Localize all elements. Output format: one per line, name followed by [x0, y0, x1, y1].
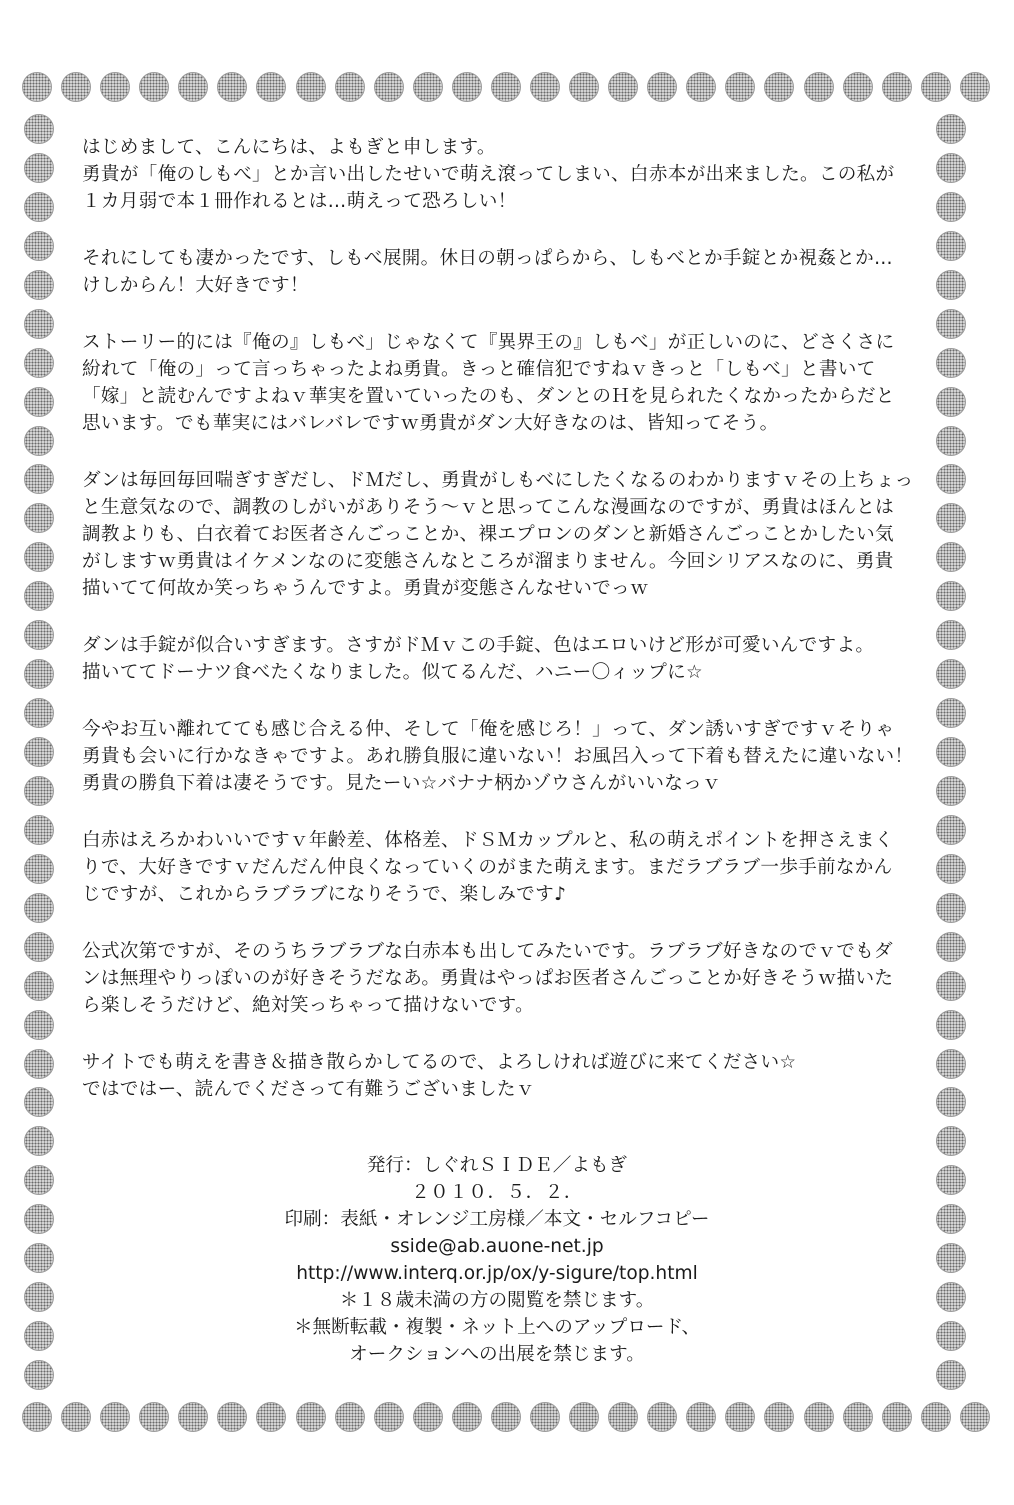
text-line: 描いてて何故か笑っちゃうんですよ。勇貴が変態さんなせいでっｗ: [82, 578, 649, 599]
colophon-copy-notice-2: オークションへの出展を禁じます。: [349, 1344, 645, 1365]
text-line: 勇貴の勝負下着は凄そうです。見たーい☆バナナ柄かゾウさんがいいなっｖ: [82, 773, 721, 794]
border-dot: [24, 1049, 54, 1079]
border-dot: [686, 1402, 716, 1432]
text-line: 公式次第ですが、そのうちラブラブな白赤本も出してみたいです。ラブラブ好きなのでｖでもダ: [82, 941, 893, 962]
border-dot: [936, 1282, 966, 1312]
paragraph-9: [82, 1049, 912, 1103]
border-dot: [764, 72, 794, 102]
afterword-text: [82, 134, 912, 1133]
border-dot: [530, 1402, 560, 1432]
text-line: サイトでも萌えを書き＆描き散らかしてるので、よろしければ遊びに来てください☆: [82, 1052, 797, 1073]
border-dot: [764, 1402, 794, 1432]
text-line: ダンは毎回毎回喘ぎすぎだし、ドＭだし、勇貴がしもべにしたくなるのわかりますｖその上ちょっ: [82, 470, 914, 491]
border-dot: [936, 270, 966, 300]
border-dot: [24, 348, 54, 378]
colophon: [82, 1152, 912, 1368]
border-dot: [936, 348, 966, 378]
border-dot: [569, 1402, 599, 1432]
text-line: がしますｗ勇貴はイケメンなのに変態さんなところが溜まりません。今回シリアスなのに、勇貴: [82, 551, 894, 572]
colophon-printing: 印刷：表紙・オレンジ工房様／本文・セルフコピー: [284, 1209, 710, 1230]
text-line: 描いててドーナツ食べたくなりました。似てるんだ、ハニー〇ィップに☆: [82, 662, 704, 683]
border-dot: [178, 72, 208, 102]
border-dot: [217, 72, 247, 102]
border-dot: [936, 737, 966, 767]
border-dot: [491, 1402, 521, 1432]
border-dot: [24, 1282, 54, 1312]
border-dot: [24, 426, 54, 456]
border-dot: [936, 192, 966, 222]
border-dot: [647, 1402, 677, 1432]
border-left: [22, 114, 56, 1390]
border-dot: [139, 1402, 169, 1432]
border-dot: [936, 620, 966, 650]
border-dot: [936, 698, 966, 728]
border-dot: [374, 72, 404, 102]
text-line: ンは無理やりっぽいのが好きそうだなあ。勇貴はやっぱお医者さんごっことか好きそうｗ描いた: [82, 968, 894, 989]
border-dot: [936, 1243, 966, 1273]
paragraph-8: [82, 938, 912, 1019]
paragraph-3: [82, 329, 912, 437]
colophon-copy-notice-1: ＊無断転載・複製・ネット上へのアップロード、: [293, 1317, 701, 1338]
border-dot: [24, 1243, 54, 1273]
border-dot: [936, 815, 966, 845]
border-dot: [61, 72, 91, 102]
border-dot: [936, 893, 966, 923]
border-dot: [921, 1402, 951, 1432]
border-dot: [24, 1010, 54, 1040]
paragraph-5: [82, 632, 912, 686]
border-dot: [335, 72, 365, 102]
border-dot: [24, 114, 54, 144]
paragraph-6: [82, 716, 912, 797]
text-line: それにしても凄かったです、しもべ展開。休日の朝っぱらから、しもべとか手錠とか視姦とか…: [82, 248, 893, 269]
border-dot: [936, 1360, 966, 1390]
paragraph-2: [82, 245, 912, 299]
text-line: 勇貴も会いに行かなきゃですよ。あれ勝負服に違いない！お風呂入って下着も替えたに違いない！: [82, 746, 914, 767]
border-dot: [24, 776, 54, 806]
border-dot: [804, 72, 834, 102]
border-dot: [936, 854, 966, 884]
border-dot: [24, 854, 54, 884]
text-line: １カ月弱で本１冊作れるとは…萌えって恐ろしい！: [82, 191, 517, 212]
border-dot: [936, 776, 966, 806]
text-line: 思います。でも華実にはバレバレですｗ勇貴がダン大好きなのは、皆知ってそう。: [82, 413, 779, 434]
text-line: ストーリー的には『俺の』しもべ」じゃなくて『異界王の』しもべ」が正しいのに、どさくさに: [82, 332, 895, 353]
border-dot: [178, 1402, 208, 1432]
border-top: [22, 70, 990, 104]
colophon-email: sside@ab.auone-net.jp: [390, 1236, 604, 1257]
border-bottom: [22, 1400, 990, 1434]
text-line: ダンは手錠が似合いすぎます。さすがドＭｖこの手錠、色はエロいけど形が可愛いんですよ。: [82, 635, 875, 656]
border-dot: [647, 72, 677, 102]
border-dot: [608, 72, 638, 102]
text-line: 今やお互い離れてても感じ合える仲、そして「俺を感じろ！」って、ダン誘いすぎですｖそりゃ: [82, 719, 895, 740]
border-dot: [335, 1402, 365, 1432]
border-dot: [936, 503, 966, 533]
border-dot: [882, 1402, 912, 1432]
border-dot: [139, 72, 169, 102]
border-dot: [24, 153, 54, 183]
border-dot: [296, 72, 326, 102]
paragraph-1: [82, 134, 912, 215]
border-dot: [22, 72, 52, 102]
text-line: 「嫁」と読むんですよねｖ華実を置いていったのも、ダンとのＨを見られたくなかったからだと: [82, 386, 895, 407]
border-dot: [22, 1402, 52, 1432]
border-dot: [61, 1402, 91, 1432]
border-dot: [24, 581, 54, 611]
border-dot: [100, 1402, 130, 1432]
text-line: 勇貴が「俺のしもべ」とか言い出したせいで萌え滾ってしまい、白赤本が出来ました。この私が: [82, 164, 895, 185]
border-dot: [843, 72, 873, 102]
border-dot: [24, 737, 54, 767]
border-dot: [217, 1402, 247, 1432]
border-dot: [24, 231, 54, 261]
border-dot: [804, 1402, 834, 1432]
border-dot: [413, 72, 443, 102]
border-dot: [452, 72, 482, 102]
text-line: 調教よりも、白衣着てお医者さんごっことか、裸エプロンのダンと新婚さんごっことかしたい気: [82, 524, 894, 545]
colophon-publisher: 発行：しぐれＳＩＤＥ／よもぎ: [366, 1155, 628, 1176]
border-dot: [24, 1360, 54, 1390]
border-dot: [24, 1126, 54, 1156]
border-dot: [936, 153, 966, 183]
border-dot: [24, 659, 54, 689]
border-dot: [936, 114, 966, 144]
border-dot: [24, 932, 54, 962]
border-dot: [24, 1165, 54, 1195]
border-dot: [24, 464, 54, 494]
border-dot: [374, 1402, 404, 1432]
border-dot: [936, 231, 966, 261]
border-dot: [882, 72, 912, 102]
border-dot: [936, 309, 966, 339]
border-dot: [936, 581, 966, 611]
border-dot: [936, 659, 966, 689]
border-dot: [24, 971, 54, 1001]
border-dot: [936, 971, 966, 1001]
border-dot: [24, 542, 54, 572]
border-dot: [843, 1402, 873, 1432]
colophon-url: http://www.interq.or.jp/ox/y-sigure/top.html: [296, 1263, 698, 1284]
border-dot: [24, 387, 54, 417]
border-dot: [530, 72, 560, 102]
text-line: と生意気なので、調教のしがいがありそう～ｖと思ってこんな漫画なのですが、勇貴はほんとは: [82, 497, 895, 518]
border-dot: [921, 72, 951, 102]
border-dot: [24, 309, 54, 339]
text-line: 白赤はえろかわいいですｖ年齢差、体格差、ドＳＭカップルと、私の萌えポイントを押さえまく: [82, 830, 894, 851]
border-dot: [936, 1165, 966, 1195]
border-dot: [256, 1402, 286, 1432]
colophon-date: ２０１０．５．２．: [411, 1182, 583, 1203]
text-line: りで、大好きですｖだんだん仲良くなっていくのがまた萌えます。まだラブラブ一歩手前なかん: [82, 857, 893, 878]
border-dot: [936, 932, 966, 962]
border-dot: [413, 1402, 443, 1432]
border-dot: [686, 72, 716, 102]
border-dot: [24, 893, 54, 923]
border-dot: [725, 1402, 755, 1432]
border-dot: [256, 72, 286, 102]
paragraph-4: [82, 467, 912, 602]
border-dot: [491, 72, 521, 102]
border-dot: [725, 72, 755, 102]
border-dot: [936, 426, 966, 456]
border-dot: [24, 503, 54, 533]
border-dot: [936, 1204, 966, 1234]
border-dot: [936, 1087, 966, 1117]
paragraph-7: [82, 827, 912, 908]
text-line: ではではー、読んでくださって有難うございましたｖ: [82, 1079, 535, 1100]
border-dot: [936, 1126, 966, 1156]
border-dot: [24, 620, 54, 650]
border-dot: [24, 1087, 54, 1117]
border-dot: [960, 72, 990, 102]
border-right: [934, 114, 968, 1390]
border-dot: [936, 542, 966, 572]
border-dot: [936, 387, 966, 417]
border-dot: [608, 1402, 638, 1432]
border-dot: [936, 1049, 966, 1079]
text-line: ら楽しそうだけど、絶対笑っちゃって描けないです。: [82, 995, 534, 1016]
border-dot: [24, 1321, 54, 1351]
border-dot: [100, 72, 130, 102]
border-dot: [24, 1204, 54, 1234]
text-line: じですが、これからラブラブになりそうで、楽しみです♪: [82, 884, 567, 905]
border-dot: [24, 270, 54, 300]
border-dot: [452, 1402, 482, 1432]
border-dot: [24, 192, 54, 222]
colophon-age-notice: ＊１８歳未満の方の閲覧を禁じます。: [339, 1290, 655, 1311]
border-dot: [936, 464, 966, 494]
border-dot: [569, 72, 599, 102]
border-dot: [24, 698, 54, 728]
border-dot: [960, 1402, 990, 1432]
border-dot: [296, 1402, 326, 1432]
text-line: けしからん！大好きです！: [82, 275, 309, 296]
text-line: はじめまして、こんにちは、よもぎと申します。: [82, 137, 496, 158]
border-dot: [24, 815, 54, 845]
border-dot: [936, 1010, 966, 1040]
border-dot: [936, 1321, 966, 1351]
text-line: 紛れて「俺の」って言っちゃったよね勇貴。きっと確信犯ですねｖきっと「しもべ」と書いて: [82, 359, 876, 380]
